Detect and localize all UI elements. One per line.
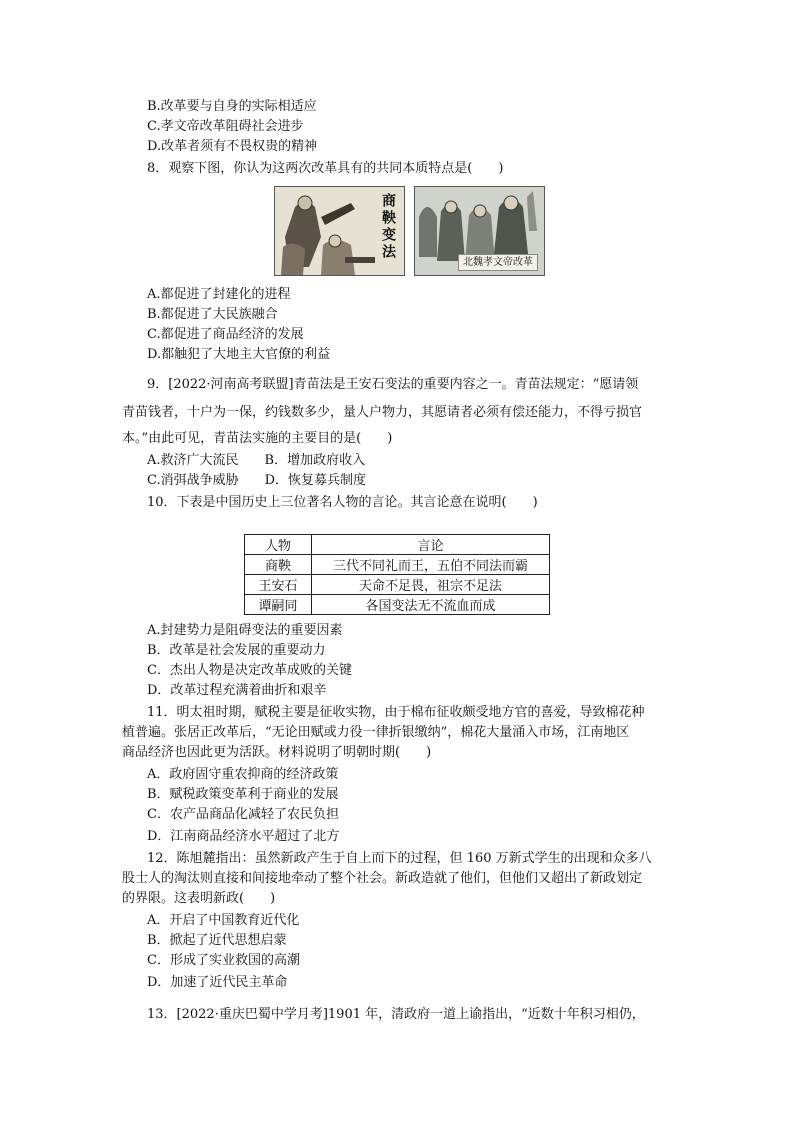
quote-cell: 三代不同礼而王，五伯不同法而霸 bbox=[312, 555, 550, 575]
table-row bbox=[245, 595, 550, 615]
option-b-7: B.改革要与自身的实际相适应 bbox=[147, 99, 317, 114]
option-a-11: A．政府固守重农抑商的经济政策 bbox=[147, 767, 339, 782]
option-b-8: B.都促进了大民族融合 bbox=[147, 307, 278, 322]
shang-yang-title: 商鞅变法 bbox=[380, 193, 396, 261]
question-9-line-3: 本。”由此可见，青苗法实施的主要目的是( ) bbox=[122, 431, 393, 446]
header-person: 人物 bbox=[245, 535, 312, 555]
option-b-11: B．赋税政策变革利于商业的发展 bbox=[147, 787, 339, 802]
shang-yang-reform-image bbox=[274, 186, 405, 276]
option-d-8: D.都触犯了大地主大官僚的利益 bbox=[147, 347, 331, 362]
option-c-11: C．农产品商品化减轻了农民负担 bbox=[147, 807, 339, 822]
question-9-line-2: 青苗钱者，十户为一保，约钱数多少，量人户物力，其愿请者必须有偿还能力，不得亏损官 bbox=[122, 405, 643, 420]
option-c-7: C.孝文帝改革阻碍社会进步 bbox=[147, 119, 304, 134]
question-11-line-1: 11．明太祖时期，赋税主要是征收实物，由于棉布征收颇受地方官的喜爱，导致棉花种 bbox=[147, 705, 645, 720]
option-c-10: C．杰出人物是决定改革成败的关键 bbox=[147, 663, 352, 678]
option-d-12: D．加速了近代民主革命 bbox=[147, 975, 288, 990]
question-12-line-1: 12．陈旭麓指出：虽然新政产生于自上而下的过程，但 160 万新式学生的出现和众多八 bbox=[147, 851, 652, 866]
question-9-line-1: 9．[2022·河南高考联盟]青苗法是王安石变法的重要内容之一。青苗法规定：“愿请领 bbox=[147, 377, 639, 392]
question-11-line-2: 植普遍。张居正改革后，“无论田赋或力役一律折银缴纳”，棉花大量涌入市场，江南地区 bbox=[122, 725, 630, 740]
option-b-10: B．改革是社会发展的重要动力 bbox=[147, 643, 326, 658]
option-b-12: B．掀起了近代思想启蒙 bbox=[147, 933, 287, 948]
option-c-8: C.都促进了商品经济的发展 bbox=[147, 327, 304, 342]
option-d-11: D．江南商品经济水平超过了北方 bbox=[147, 829, 340, 844]
options-cd-9: C.消弭战争威胁 D．恢复募兵制度 bbox=[147, 473, 367, 488]
option-d-10: D．改革过程充满着曲折和艰辛 bbox=[147, 683, 327, 698]
table-row bbox=[245, 575, 550, 595]
question-13-stem: 13．[2022·重庆巴蜀中学月考]1901 年，清政府一道上谕指出，“近数十年积习相仍， bbox=[147, 1007, 645, 1022]
quotes-table bbox=[244, 534, 550, 615]
options-ab-9: A.救济广大流民 B．增加政府收入 bbox=[147, 453, 366, 468]
question-8-stem: 8．观察下图，你认为这两次改革具有的共同本质特点是( ) bbox=[147, 161, 504, 176]
header-quote: 言论 bbox=[312, 535, 550, 555]
question-11-line-3: 商品经济也因此更为活跃。材料说明了明朝时期( ) bbox=[122, 745, 432, 760]
question-10-stem: 10．下表是中国历史上三位著名人物的言论。其言论意在说明( ) bbox=[147, 495, 538, 510]
question-12-line-2: 股士人的淘汰则直接和间接地牵动了整个社会。新政造就了他们，但他们又超出了新政划定 bbox=[122, 871, 643, 886]
person-cell: 商鞅 bbox=[245, 555, 312, 575]
quote-cell: 各国变法无不流血而成 bbox=[312, 595, 550, 615]
option-a-8: A.都促进了封建化的进程 bbox=[147, 287, 291, 302]
xiaowen-reform-image bbox=[414, 186, 545, 276]
option-d-7: D.改革者须有不畏权贵的精神 bbox=[147, 139, 318, 154]
table-row bbox=[245, 555, 550, 575]
person-cell: 谭嗣同 bbox=[245, 595, 312, 615]
option-a-12: A．开启了中国教育近代化 bbox=[147, 913, 300, 928]
table-header-row bbox=[245, 535, 550, 555]
xiaowen-caption: 北魏孝文帝改革 bbox=[458, 254, 538, 271]
quote-cell: 天命不足畏，祖宗不足法 bbox=[312, 575, 550, 595]
option-c-12: C．形成了实业救国的高潮 bbox=[147, 953, 300, 968]
question-12-line-3: 的界限。这表明新政( ) bbox=[122, 891, 276, 906]
option-a-10: A.封建势力是阻碍变法的重要因素 bbox=[147, 623, 343, 638]
person-cell: 王安石 bbox=[245, 575, 312, 595]
